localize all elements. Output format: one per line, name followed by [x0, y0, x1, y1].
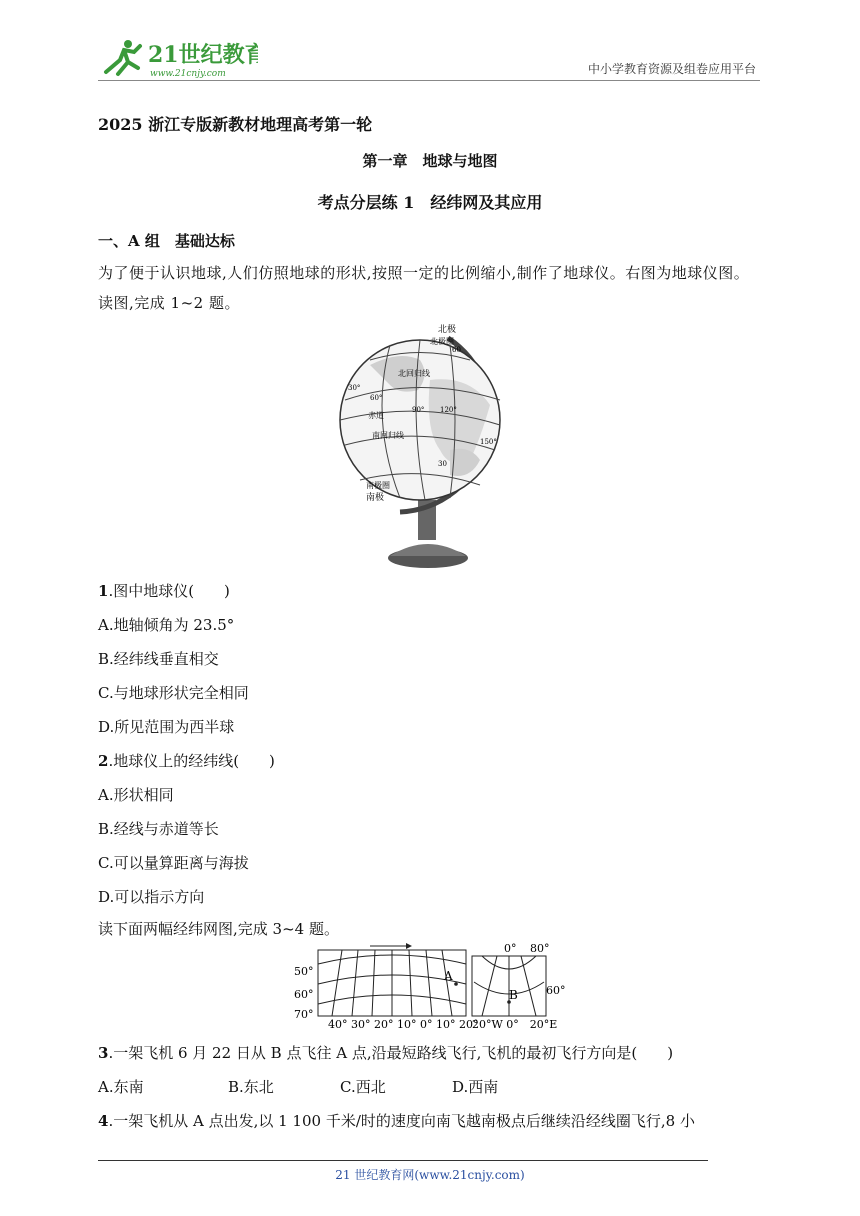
- svg-text:60°: 60°: [370, 394, 383, 402]
- q3-option-d: D.西南: [452, 1078, 499, 1096]
- graticule-maps: [292, 942, 572, 1032]
- svg-text:www.21cnjy.com: www.21cnjy.com: [150, 69, 226, 79]
- q3-options: [98, 1076, 498, 1097]
- q2-option-d: D.可以指示方向: [98, 888, 205, 906]
- footer-divider: [98, 1160, 708, 1161]
- svg-text:70°: 70°: [294, 1008, 314, 1021]
- svg-text:北极圈: 北极圈: [430, 337, 454, 346]
- svg-text:20°W 0° 20°E: 20°W 0° 20°E: [472, 1018, 558, 1031]
- svg-text:南回归线: 南回归线: [372, 431, 404, 440]
- svg-text:80°: 80°: [530, 942, 550, 955]
- header-divider: [98, 80, 760, 81]
- series-title: 2025 浙江专版新教材地理高考第一轮: [98, 115, 373, 134]
- svg-text:南极: 南极: [366, 493, 385, 503]
- svg-text:赤道: 赤道: [368, 411, 384, 420]
- svg-text:60°: 60°: [546, 984, 566, 997]
- svg-text:90°: 90°: [412, 406, 425, 414]
- footer-link[interactable]: 21 世纪教育网(www.21cnjy.com): [335, 1168, 525, 1182]
- q3-option-b: B.东北: [228, 1078, 274, 1096]
- svg-text:40° 30° 20° 10° 0° 10° 20°: 40° 30° 20° 10° 0° 10° 20°: [328, 1018, 479, 1031]
- chapter-title: 第一章 地球与地图: [362, 152, 498, 170]
- svg-text:60: 60: [452, 346, 461, 354]
- svg-text:30°: 30°: [348, 384, 361, 392]
- svg-text:30: 30: [438, 460, 447, 468]
- q1-option-d: D.所见范围为西半球: [98, 718, 235, 736]
- question-1: 1.图中地球仪( ): [98, 582, 230, 600]
- group-heading: 一、A 组 基础达标: [98, 232, 235, 250]
- svg-text:0°: 0°: [504, 942, 517, 955]
- question-3: 3.一架飞机 6 月 22 日从 B 点飞往 A 点,沿最短路线飞行,飞机的最初飞行方向是( ): [98, 1044, 674, 1062]
- q1-option-a: A.地轴倾角为 23.5°: [98, 616, 235, 634]
- question-4: 4.一架飞机从 A 点出发,以 1 100 千米/时的速度向南飞越南极点后继续沿经线圈飞行,8 小: [98, 1112, 695, 1130]
- q3-option-c: C.西北: [340, 1078, 386, 1096]
- svg-text:南极圈: 南极圈: [366, 481, 390, 490]
- q2-option-b: B.经线与赤道等长: [98, 820, 219, 838]
- question-2: 2.地球仪上的经纬线( ): [98, 752, 275, 770]
- globe-figure: [330, 320, 530, 570]
- section-title: 考点分层练 1 经纬网及其应用: [317, 193, 543, 212]
- svg-text:50°: 50°: [294, 965, 314, 978]
- svg-text:60°: 60°: [294, 988, 314, 1001]
- svg-text:A: A: [444, 969, 453, 983]
- q3-option-a: A.东南: [98, 1078, 144, 1096]
- platform-name: 中小学教育资源及组卷应用平台: [587, 62, 756, 76]
- intro-paragraph: 为了便于认识地球,人们仿照地球的形状,按照一定的比例缩小,制作了地球仪。右图为地球仪图。读图,完成 1~2 题。: [98, 264, 750, 312]
- svg-text:150°: 150°: [480, 438, 497, 446]
- q2-option-a: A.形状相同: [98, 786, 174, 804]
- svg-text:120°: 120°: [440, 406, 457, 414]
- q1-option-b: B.经纬线垂直相交: [98, 650, 219, 668]
- q2-option-c: C.可以量算距离与海拔: [98, 854, 249, 872]
- svg-text:21世纪教育: 21世纪教育: [148, 42, 258, 68]
- q1-option-c: C.与地球形状完全相同: [98, 684, 249, 702]
- runner-icon: [106, 40, 140, 74]
- svg-text:B: B: [509, 988, 518, 1002]
- site-logo: [98, 36, 258, 80]
- svg-text:北回归线: 北回归线: [398, 369, 430, 378]
- intro-q3-4: 读下面两幅经纬网图,完成 3~4 题。: [98, 920, 339, 938]
- svg-text:北极: 北极: [438, 325, 457, 335]
